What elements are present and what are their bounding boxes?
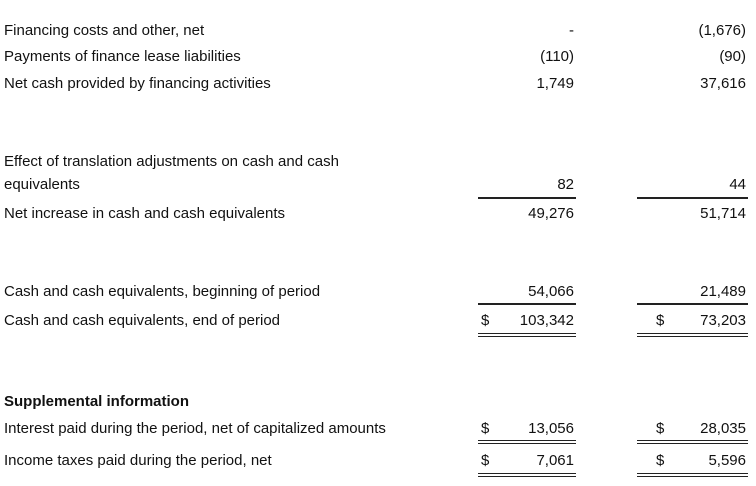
value-net-increase-col1: 49,276 (528, 205, 574, 222)
value-cash-begin-col1: 54,066 (528, 283, 574, 300)
double-underline-interest-col1 (478, 440, 576, 444)
row-label-translation-line2: equivalents (4, 176, 80, 193)
value-cash-end-col2: 73,203 (700, 312, 746, 329)
subtotal-underline-col1 (478, 303, 576, 305)
row-label-net-financing: Net cash provided by financing activities (4, 75, 271, 92)
currency-symbol-cash-end-col2: $ (656, 312, 665, 329)
row-label-translation-line1: Effect of translation adjustments on cash and cash (4, 153, 339, 170)
value-translation-col1: 82 (557, 176, 574, 193)
value-net-financing-col2: 37,616 (700, 75, 746, 92)
subtotal-underline-col2 (637, 303, 748, 305)
double-underline-taxes-col1 (478, 473, 576, 477)
value-translation-col2: 44 (729, 176, 746, 193)
value-financing-costs-col1: - (569, 22, 574, 39)
value-finance-lease-col2: (90) (719, 48, 746, 65)
row-label-cash-begin: Cash and cash equivalents, beginning of period (4, 283, 321, 300)
double-underline-interest-col2 (637, 440, 748, 444)
row-label-taxes-paid: Income taxes paid during the period, net (4, 452, 272, 469)
currency-symbol-cash-end-col1: $ (481, 312, 490, 329)
row-label-interest-paid: Interest paid during the period, net of capitalized amounts (4, 420, 386, 437)
section-heading-supplemental: Supplemental information (4, 393, 190, 410)
double-underline-cash-end-col2 (637, 333, 748, 337)
value-cash-begin-col2: 21,489 (700, 283, 746, 300)
currency-symbol-taxes-col1: $ (481, 452, 490, 469)
currency-symbol-interest-col1: $ (481, 420, 490, 437)
value-interest-paid-col1: 13,056 (528, 420, 574, 437)
total-underline-col2 (637, 197, 748, 199)
value-taxes-paid-col2: 5,596 (708, 452, 746, 469)
value-cash-end-col1: 103,342 (519, 312, 574, 329)
row-label-finance-lease: Payments of finance lease liabilities (4, 48, 241, 65)
value-net-financing-col1: 1,749 (536, 75, 574, 92)
value-taxes-paid-col1: 7,061 (536, 452, 574, 469)
row-label-cash-end: Cash and cash equivalents, end of period (4, 312, 281, 329)
value-interest-paid-col2: 28,035 (700, 420, 746, 437)
value-financing-costs-col2: (1,676) (698, 22, 746, 39)
double-underline-taxes-col2 (637, 473, 748, 477)
value-finance-lease-col1: (110) (540, 48, 574, 65)
currency-symbol-taxes-col2: $ (656, 452, 665, 469)
total-underline-col1 (478, 197, 576, 199)
row-label-financing-costs: Financing costs and other, net (4, 22, 205, 39)
value-net-increase-col2: 51,714 (700, 205, 746, 222)
currency-symbol-interest-col2: $ (656, 420, 665, 437)
double-underline-cash-end-col1 (478, 333, 576, 337)
row-label-net-increase: Net increase in cash and cash equivalents (4, 205, 286, 222)
